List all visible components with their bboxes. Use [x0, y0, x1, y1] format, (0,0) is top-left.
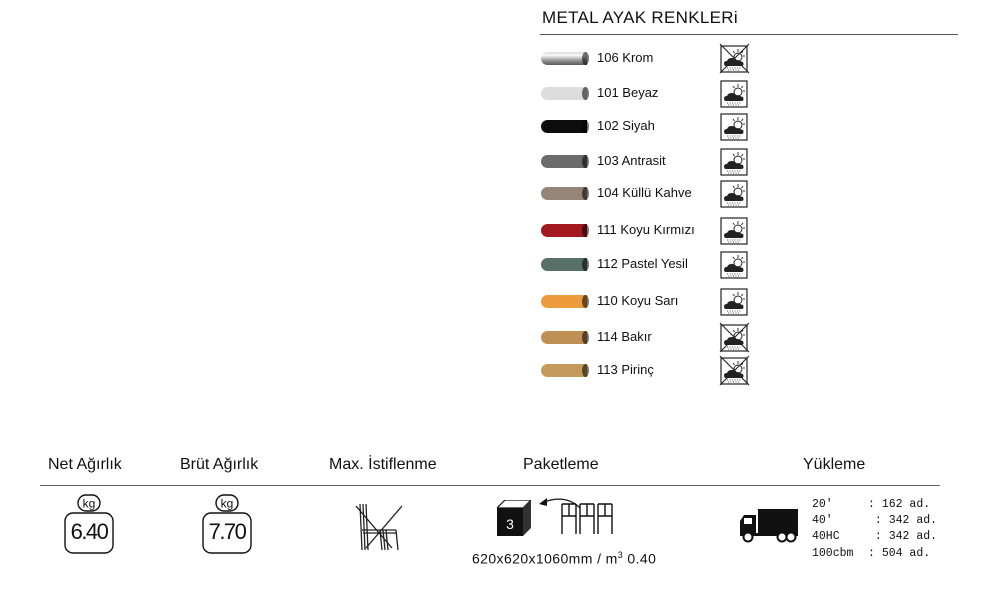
- outdoor-suitable-icon: [719, 248, 751, 280]
- loading-row: [812, 513, 949, 529]
- color-swatch: [541, 224, 587, 237]
- color-swatch: [541, 331, 587, 344]
- outdoor-unsuitable-icon: [719, 354, 751, 386]
- color-swatch: [541, 187, 587, 200]
- outdoor-suitable-icon: [719, 177, 751, 209]
- color-label: 104 Küllü Kahve: [597, 185, 692, 200]
- outdoor-unsuitable-icon: [719, 42, 751, 74]
- color-label: 112 Pastel Yesil: [597, 256, 688, 271]
- outdoor-suitable-icon: [719, 77, 751, 109]
- legend-item: [540, 320, 770, 354]
- outdoor-suitable-icon: [719, 285, 751, 317]
- legend-item: [540, 41, 770, 75]
- container-type: 100cbm: [812, 546, 854, 560]
- color-swatch: [541, 258, 587, 271]
- container-quantity: 342 ad.: [888, 514, 938, 528]
- color-label: 103 Antrasit: [597, 153, 666, 168]
- outdoor-suitable-icon: [719, 110, 751, 142]
- net-weight-unit: kg: [82, 496, 96, 511]
- legend-item: [540, 284, 770, 318]
- container-type: 20': [812, 498, 833, 511]
- legend-item: [540, 213, 770, 247]
- color-label: 106 Krom: [597, 50, 654, 65]
- spec-divider: [40, 485, 940, 486]
- loading-row: [812, 546, 949, 562]
- loading-table: [812, 497, 949, 562]
- color-swatch: [541, 87, 587, 100]
- color-label: 111 Koyu Kırmızı: [597, 222, 695, 237]
- container-type: 40': [812, 514, 833, 528]
- loading-row: [812, 529, 949, 545]
- stacking-header: Max. İstiflenme: [329, 456, 437, 473]
- legend-item: [540, 76, 770, 110]
- color-label: 102 Siyah: [597, 118, 655, 133]
- package-box-count: 3: [506, 516, 514, 532]
- color-swatch: [541, 120, 587, 133]
- loading-separator: :: [868, 530, 889, 544]
- color-swatch: [541, 364, 587, 377]
- legend-divider: [540, 34, 958, 35]
- legend-item: [540, 247, 770, 281]
- container-quantity: 342 ad.: [888, 530, 938, 544]
- package-box-icon: [497, 500, 531, 536]
- container-quantity: 162 ad.: [881, 498, 931, 511]
- loading-row: [812, 497, 949, 513]
- legend-item: [540, 353, 770, 387]
- stacking-chairs-icon: [352, 500, 408, 554]
- loading-header: Yükleme: [803, 456, 866, 473]
- loading-separator: :: [868, 514, 889, 528]
- net-weight-header: Net Ağırlık: [48, 456, 122, 473]
- outdoor-unsuitable-icon: [719, 321, 751, 353]
- color-label: 114 Bakır: [597, 329, 652, 344]
- container-quantity: 504 ad.: [881, 546, 931, 560]
- package-volume: 0.40: [623, 550, 657, 567]
- package-dimensions: [472, 550, 656, 567]
- legend-title: METAL AYAK RENKLERi: [542, 8, 738, 27]
- color-swatch: [541, 52, 587, 65]
- package-dims-text: 620x620x1060mm / m: [472, 550, 618, 567]
- legend-item: [540, 109, 770, 143]
- three-chairs-icon: [560, 502, 616, 536]
- truck-icon: [738, 507, 800, 543]
- loading-separator: :: [868, 498, 882, 511]
- net-weight-badge: [64, 494, 114, 556]
- color-swatch: [541, 295, 587, 308]
- legend-item: [540, 176, 770, 210]
- net-weight-value: 6.40: [70, 519, 108, 544]
- gross-weight-unit: kg: [220, 496, 234, 511]
- packaging-header: Paketleme: [523, 456, 599, 473]
- color-swatch: [541, 155, 587, 168]
- gross-weight-badge: [202, 494, 252, 556]
- package-dims-exponent: 3: [617, 550, 624, 560]
- legend-item: [540, 144, 770, 178]
- gross-weight-header: Brüt Ağırlık: [180, 456, 259, 473]
- color-label: 110 Koyu Sarı: [597, 293, 679, 308]
- outdoor-suitable-icon: [719, 145, 751, 177]
- gross-weight-value: 7.70: [208, 519, 246, 544]
- outdoor-suitable-icon: [719, 214, 751, 246]
- color-label: 113 Pirinç: [597, 362, 654, 377]
- color-label: 101 Beyaz: [597, 85, 659, 100]
- container-type: 40HC: [812, 530, 840, 544]
- loading-separator: :: [868, 546, 882, 560]
